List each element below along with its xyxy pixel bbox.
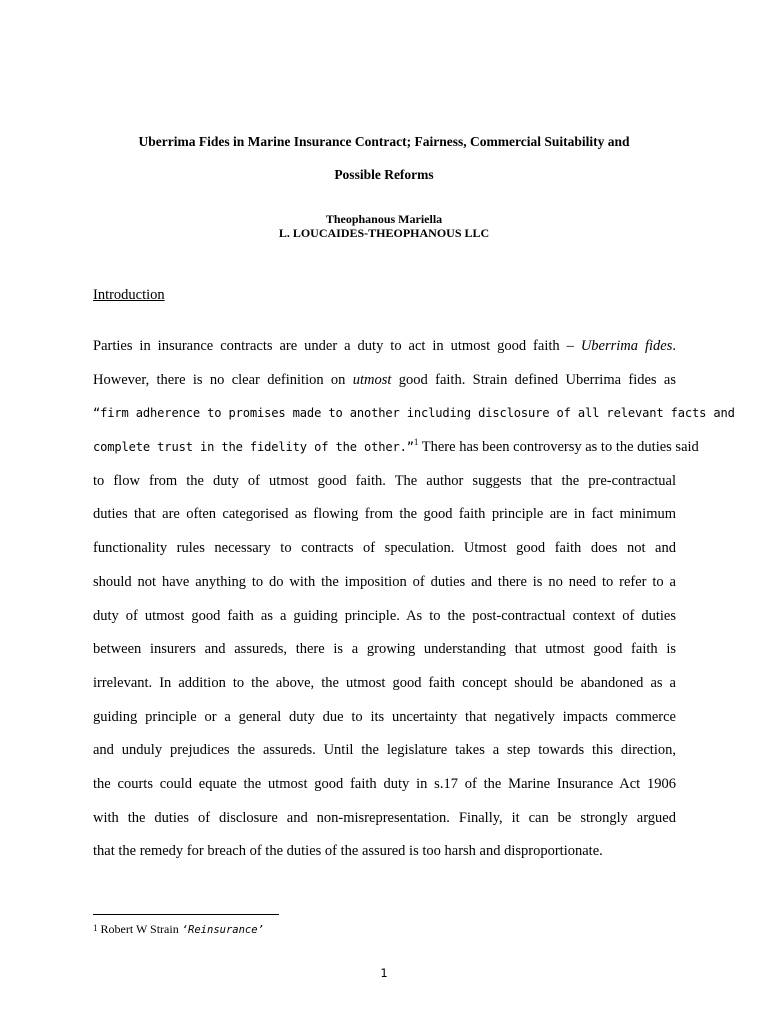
body-text: good faith. Strain defined Uberrima fides as [391, 371, 676, 388]
footnote-separator [93, 914, 279, 915]
body-quote-text: complete trust in the fidelity of the other.” [93, 440, 414, 455]
paper-title-line-2: Possible Reforms [334, 167, 434, 182]
body-line: with the duties of disclosure and non-misrepresentation. Finally, it can be strongly argued [93, 809, 676, 826]
author-affiliation: L. LOUCAIDES-THEOPHANOUS LLC [278, 226, 490, 240]
body-text: There has been controversy as to the duties said [418, 439, 699, 456]
section-heading-introduction: Introduction [93, 287, 165, 303]
body-line [93, 364, 676, 398]
page-number: 1 [380, 966, 388, 980]
body-line: to flow from the duty of utmost good faith. The author suggests that the pre-contractual [93, 472, 676, 489]
body-line-quote: “firm adherence to promises made to another including disclosure of all relevant facts and [93, 406, 735, 421]
paper-title-line-1: Uberrima Fides in Marine Insurance Contract; Fairness, Commercial Suitability and [138, 134, 630, 149]
footnote-reference[interactable]: 1 [413, 437, 419, 448]
body-line: between insurers and assureds, there is a growing understanding that utmost good faith is [93, 641, 676, 658]
footnote-mark: 1 [93, 923, 98, 933]
body-line: should not have anything to do with the imposition of duties and there is no need to refer to a [93, 573, 676, 590]
body-line: duties that are often categorised as flowing from the good faith principle are in fact minimum [93, 506, 676, 523]
body-line: guiding principle or a general duty due to its uncertainty that negatively impacts commerce [93, 708, 676, 725]
body-line: irrelevant. In addition to the above, the utmost good faith concept should be abandoned as a [93, 674, 676, 691]
body-text: However, there is no clear definition on [93, 371, 353, 388]
body-line [93, 431, 699, 465]
footnote-title: ‘Reinsurance’ [181, 924, 264, 936]
body-line: duty of utmost good faith as a guiding principle. As to the post-contractual context of duties [93, 607, 676, 624]
body-italic-text: Uberrima fides [580, 338, 673, 354]
body-line: that the remedy for breach of the duties of the assured is too harsh and disproportionate. [93, 843, 603, 860]
body-italic-text: utmost [352, 371, 392, 388]
body-line: and unduly prejudices the assureds. Until the legislature takes a step towards this direction, [93, 742, 676, 759]
body-line: the courts could equate the utmost good faith duty in s.17 of the Marine Insurance Act 1906 [93, 775, 676, 792]
author-name: Theophanous Mariella [325, 212, 443, 226]
body-text: . [672, 338, 676, 354]
body-text: Parties in insurance contracts are under a duty to act in utmost good faith – [93, 338, 581, 354]
footnote-author: Robert W Strain [97, 922, 182, 936]
body-line: functionality rules necessary to contracts of speculation. Utmost good faith does not and [93, 540, 676, 557]
introduction-paragraph [93, 330, 735, 869]
body-line [93, 330, 676, 364]
footnote [93, 921, 264, 937]
